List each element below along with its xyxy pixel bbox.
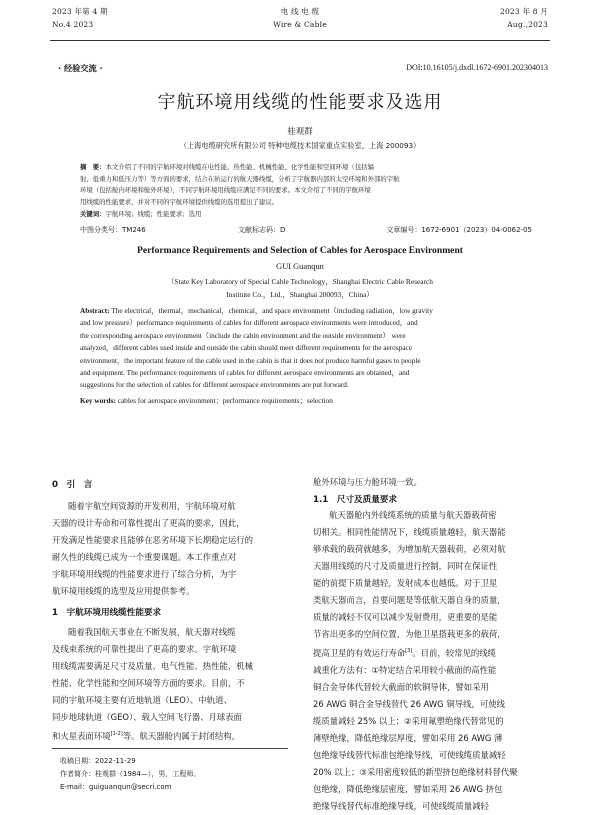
journal-issue-en: No.4 2023: [52, 20, 94, 29]
citation-1-2: [1-2]: [110, 731, 123, 737]
section-1-1-body: 航天器舱内外线缆系统的质量与航天器载荷密 切相关。相同性能情况下，线缆质量越轻，航天器能 够承载的载荷就越多，为增加航天器载荷，必须对航 天器用线缆的尺寸及质量进行控制，同时在保证性 能的前提下质量越轻，发射成本也越低。对于卫星 类航天器而言，首要问题是等低航天器自身的质量， 质量的减轻不仅可以减少发射费用，更重要的是能 节省出更多的空间位置，为他卫星搭载更多的载荷， 提高卫星的有效运行寿命[3]。目前，较常见的线缆 减重化方法有：①特定结合采用较小截面的高性能 铜合金导体代替较大截面的软铜导体，譬如采用 26 AWG 铜合金导线替代 26 AWG 铜导线，可使线 缆质量减轻 25% 以上；②采用氟塑绝缘代替常见的 薄壁绝缘，降低绝缘层厚度，譬如采用 26 AWG 薄 包绝缘导线替代标准包绝缘导线，可使线缆质量减轻 20% 以上；③采用密度较低的新型挤包绝缘材料替代聚 包绝缘，降低绝缘层密度，譬如采用 26 AWG 挤包 绝缘导线替代标准绝缘导线，可使线缆质量减轻: [313, 510, 518, 811]
abstract-cn: 摘 要：本文介绍了不同的宇航环境对线缆在电性能、热性能、机械性能、化学性能和空间环境（包括辐 射、低重力和低压力等）等方面的要求，结合在轨运行的航天器线缆，分析了宇航器内部的太空环境和外部的宇航 环境（包括舱内环境和舱外环境），不同宇航环境用线缆应满足不同的要求。本文介绍了不同的宇航环境 用线缆的性能要求，并对不同的宇航环境提供线缆的选用提出了建议。: [80, 163, 400, 206]
author-cn: 桂观群: [287, 127, 313, 137]
author-en: GUI Guanqun: [276, 262, 324, 271]
publish-date-en: Aug.,2023: [507, 20, 548, 29]
doi: DOI:10.16105/j.dxdl.1672-6901.202304013: [406, 63, 548, 72]
journal-name-en: Wire & Cable: [273, 20, 327, 29]
section-0-title: 0 引 言: [52, 480, 93, 490]
footnote-rule: [52, 748, 288, 749]
author-intro: 作者简介：桂观群（1984—），男，工程师。: [60, 770, 201, 778]
page-title: 宇航环境用线缆的性能要求及选用: [157, 92, 443, 113]
title-en: Performance Requirements and Selection of Cables for Aerospace Environment: [137, 245, 463, 256]
column-label: · 经验交流 ·: [58, 63, 103, 73]
abstract-cn-label: 摘 要：: [80, 163, 106, 171]
keywords-cn: 关键词：宇航环境；线缆；性能要求；选用: [80, 210, 202, 218]
abstract-en-label: Abstract:: [80, 306, 110, 315]
header-rule: [50, 40, 550, 41]
keywords-en: Key words: cables for aerospace environment；performance requirements；selection: [80, 396, 333, 405]
right-col-first-line: 舱外环境与压力舱环境一致。: [313, 477, 422, 487]
section-1-1-title: 1.1 尺寸及质量要求: [313, 495, 397, 505]
article-number: 文章编号：1672-6901（2023）04-0062-05: [386, 226, 532, 234]
keywords-cn-label: 关键词：: [80, 210, 106, 218]
publish-date-cn: 2023 年 8 月: [499, 7, 548, 16]
abstract-en: Abstract: The electrical，thermal，mechanical，chemical，and space environment（including radiation，low gravity and low pressure）performance requirements of cables for different aerospace environments were introduced，and the corresponding aerospace environment（include the cabin environment and the outside environment） were analyzed，different cables used inside and outside the cabin should meet different requirements for the aerospace environment，the important feature of the cable used in the cabin is that it does not produce harmful gases to people and equipment. The performance requirements of cables for different aerospace environments are obtained，and suggestions for the selection of cables for different aerospace environments are put forward.: [80, 306, 433, 390]
section-1-body: 随着我国航天事业在不断发展，航天器对线缆 及线束系统的可靠性提出了更高的要求。宇航环境 用线缆需要满足尺寸及质量、电气性能、热性能、机械 性能、化学性能和空间环境等方面的要求。目前，不 同的宇航环境主要有近地轨道（LEO）、中轨道、 同步地球轨道（GEO）、载人空间飞行器、月球表面 和火星表面环境[1-2]等。航天器舱内属于封闭结构，: [52, 627, 253, 741]
section-1-title: 1 宇航环境用线缆性能要求: [52, 608, 162, 618]
section-0-body: 随着宇航空间资源的开发利用，宇航环境对航 天器的设计寿命和可靠性提出了更高的要求，因此， 开发满足性能要求且能够在恶劣环境下长期稳定运行的 耐久性的线缆已成为一个重要课题。本工作重点对 宇航环境用线缆的性能要求进行了综合分析，为宇 航环境用线缆的选型及应用提供参考。: [52, 501, 253, 596]
citation-3: [3]: [405, 648, 413, 654]
clc-number: 中图分类号：TM246: [80, 226, 146, 234]
received-date: 收稿日期：2022-11-29: [60, 757, 136, 765]
journal-name-cn: 电 线 电 缆: [280, 7, 320, 16]
keywords-en-label: Key words:: [80, 396, 116, 405]
journal-issue-cn: 2023 年第 4 期: [52, 7, 108, 16]
document-code: 文献标志码：D: [238, 226, 286, 234]
footnote: [60, 755, 200, 794]
left-column: [52, 478, 288, 745]
affiliation-cn: （上海电缆研究所有限公司 特种电缆技术国家重点实验室，上海 200093）: [179, 141, 421, 150]
affiliation-en-line-1: （State Key Laboratory of Special Cable Technology，Shanghai Electric Cable Research: [167, 277, 433, 286]
author-email: E-mail：guiguanqun@secri.com: [60, 783, 172, 791]
affiliation-en-line-2: Institute Co.，Ltd.，Shanghai 200093，China）: [226, 290, 374, 299]
right-column: [313, 474, 549, 815]
